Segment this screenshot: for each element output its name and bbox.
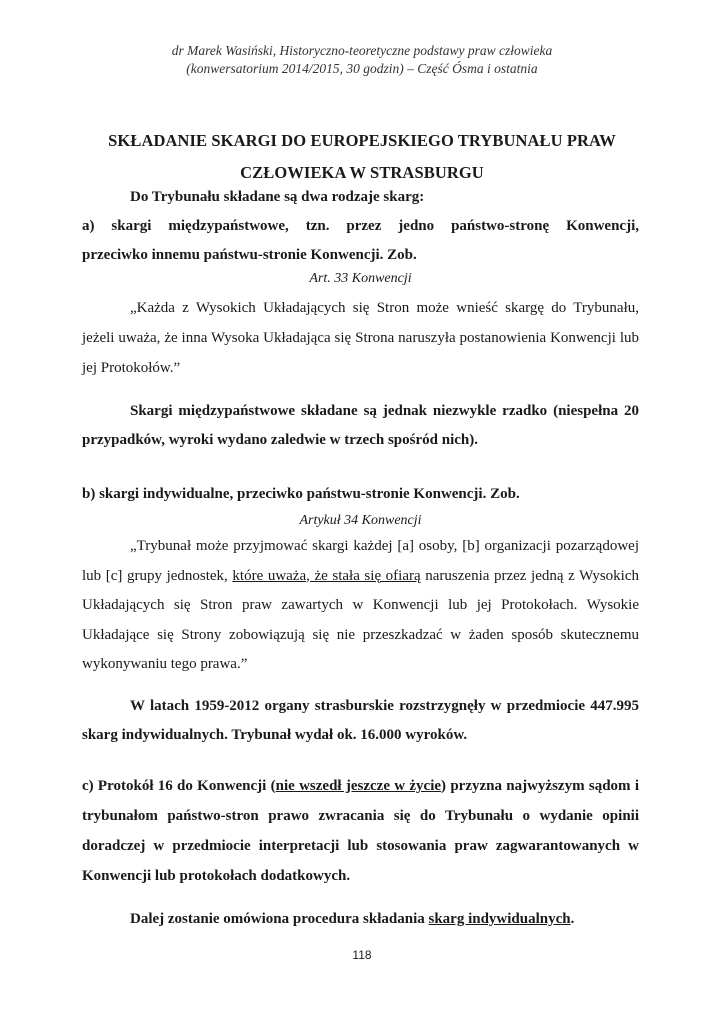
- page-number: 118: [352, 948, 372, 962]
- item-b-quote-underlined: które uważa, że stała się ofiarą: [232, 567, 421, 584]
- title-line-2: CZŁOWIEKA W STRASBURGU: [240, 163, 484, 182]
- item-c-paragraph: [82, 771, 639, 891]
- item-a-line-2: przeciwko innemu państwu-stronie Konwencji. Zob.: [82, 247, 417, 263]
- item-a-line-1: a) skargi międzypaństwowe, tzn. przez jedno państwo-stronę Konwencji,: [82, 218, 639, 234]
- item-b-heading: b) skargi indywidualne, przeciwko państwu-stronie Konwencji. Zob.: [82, 486, 520, 502]
- closing-end: .: [570, 911, 575, 927]
- header-line-2: (konwersatorium 2014/2015, 30 godzin) – Część Ósma i ostatnia: [186, 61, 538, 76]
- item-c-end: ) przyzna najwyższym sądom i trybunałom państwo-stron prawo zwracania się do Trybunału o wydanie opinii doradczej w przedmiocie interpretacji lub stosowania praw zagwarantowanych w Konwencji lub protokołach dodatkowych.: [82, 778, 639, 884]
- item-a-heading: [82, 212, 639, 270]
- intro-paragraph: Do Trybunału składane są dwa rodzaje skarg:: [130, 189, 425, 205]
- item-b-note: W latach 1959-2012 organy strasburskie rozstrzygnęły w przedmiocie 447.995 skarg indywidualnych. Trybunał wydał ok. 16.000 wyroków.: [82, 698, 639, 743]
- item-c-start: c) Protokół 16 do Konwencji (: [82, 778, 276, 794]
- header-line-1: dr Marek Wasiński, Historyczno-teoretyczne podstawy praw człowieka: [171, 43, 553, 58]
- running-header: [0, 42, 724, 78]
- closing-underlined: skarg indywidualnych: [428, 911, 571, 927]
- title-line-1: SKŁADANIE SKARGI DO EUROPEJSKIEGO TRYBUNAŁU PRAW: [108, 131, 616, 150]
- item-a-quote: „Każda z Wysokich Układających się Stron może wnieść skargę do Trybunału, jeżeli uważa, że inna Wysoka Układająca się Strona naruszyła postanowienia Konwencji lub jej Protokołów.”: [82, 300, 639, 376]
- closing-start: Dalej zostanie omówiona procedura składania: [130, 911, 425, 927]
- item-b-quote-end: naruszenia przez jedną z Wysokich Układających się Stron praw zawartych w Konwencji lub jej Protokołach. Wysokie Układające się Strony zobowiązują się nie przeszkadzać w żaden sposób skutecznemu wykonywaniu tego prawa.”: [82, 567, 640, 672]
- section-title: [82, 125, 642, 189]
- closing-paragraph: [82, 905, 639, 934]
- item-a-note: Skargi międzypaństwowe składane są jednak niezwykle rzadko (niespełna 20 przypadków, wyroki wydano zaledwie w trzech spośród nich).: [82, 403, 639, 448]
- item-c-underlined: nie wszedł jeszcze w życie: [275, 778, 442, 794]
- item-a-reference: Art. 33 Konwencji: [309, 271, 412, 286]
- item-b-quote-start: „Trybunał może przyjmować skargi każdej [a] osoby, [b] organizacji pozarządowej lub [c] grupy jednostek,: [82, 538, 639, 584]
- item-b-reference: Artykuł 34 Konwencji: [299, 513, 422, 528]
- item-b-quote: [82, 532, 639, 680]
